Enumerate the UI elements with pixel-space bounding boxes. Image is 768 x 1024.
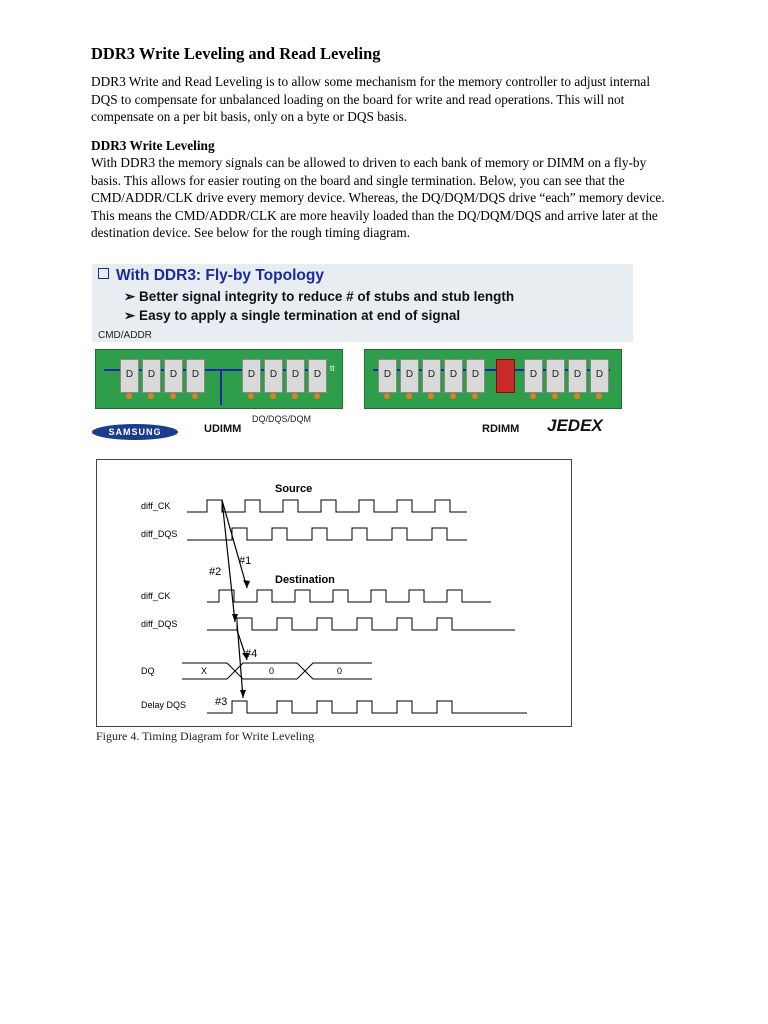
dram-chip: D — [524, 359, 543, 393]
delay-dqs-waveform — [207, 701, 527, 713]
fly-by-topology-figure — [92, 264, 633, 446]
rdimm-label: RDIMM — [482, 423, 520, 435]
udimm-module — [95, 349, 343, 409]
figure-caption: Figure 4. Timing Diagram for Write Leveling — [96, 729, 315, 743]
marker-4: #4 — [245, 648, 258, 660]
section-title: DDR3 Write Leveling — [91, 137, 215, 153]
checkbox-bullet-icon — [98, 268, 109, 279]
dram-chip: D — [286, 359, 305, 393]
doc-title: DDR3 Write Leveling and Read Leveling — [91, 44, 381, 63]
dram-chip: D — [120, 359, 139, 393]
dram-chip: D — [546, 359, 565, 393]
topology-title-text: With DDR3: Fly-by Topology — [116, 267, 324, 284]
timing-diagram-svg — [97, 460, 571, 726]
dest-dqs-waveform — [207, 618, 515, 630]
dram-chip: D — [568, 359, 587, 393]
cmd-addr-label: CMD/ADDR — [98, 330, 152, 341]
signal-label-delay: Delay DQS — [141, 700, 187, 710]
topology-title — [98, 267, 324, 285]
marker-2: #2 — [209, 566, 222, 578]
topology-bullet-1: ➢ Better signal integrity to reduce # of stubs and stub length — [124, 289, 515, 304]
arrow-2 — [222, 500, 235, 622]
intro-paragraph: DDR3 Write and Read Leveling is to allow some mechanism for the memory controller to adjust internal DQS to compensate for unbalanced loading on the board for write and read operations. This will not compensate on a per bit basis, only on a byte or DQS basis. — [91, 74, 651, 124]
timing-diagram — [96, 459, 572, 727]
signal-label-dqs2: diff_DQS — [141, 619, 178, 629]
jedex-logo: JEDEX — [547, 416, 603, 435]
document-body — [91, 44, 671, 242]
rdimm-module — [364, 349, 622, 409]
source-label: Source — [275, 483, 313, 495]
section-paragraph: With DDR3 the memory signals can be allowed to driven to each bank of memory or DIMM on a fly-by basis. This allows for easier routing on the board and single termination. Below, you can see that the CMD/ADDR/CLK drive every memory device. Whereas, the DQ/DQM/DQS drive “each” memory device. This means the CMD/ADDR/CLK are more heavily loaded than the DQ/DQM/DQS and arrive later at the destination device. See below for the rough timing diagram. — [91, 155, 665, 240]
dq-bus-x — [182, 663, 235, 679]
topology-bullet-2: ➢ Easy to apply a single termination at end of signal — [124, 308, 461, 323]
dram-chip: D — [186, 359, 205, 393]
source-dqs-waveform — [187, 528, 467, 540]
dram-chip: D — [142, 359, 161, 393]
register-chip — [496, 359, 515, 393]
dq-dqs-dqm-label: DQ/DQS/DQM — [252, 414, 312, 424]
dram-chip: D — [378, 359, 397, 393]
signal-label-ck1: diff_CK — [141, 501, 171, 511]
dram-chip: D — [422, 359, 441, 393]
dram-chip: D — [466, 359, 485, 393]
dq-value-0a: 0 — [269, 666, 275, 676]
termination-label: tt — [330, 364, 335, 373]
dram-chip: D — [264, 359, 283, 393]
dram-chip: D — [164, 359, 183, 393]
dq-value-x: X — [201, 666, 208, 676]
destination-label: Destination — [275, 574, 335, 586]
udimm-label: UDIMM — [204, 423, 242, 435]
dram-chip: D — [444, 359, 463, 393]
dram-chip: D — [590, 359, 609, 393]
signal-label-dqs1: diff_DQS — [141, 529, 178, 539]
source-ck-waveform — [187, 500, 467, 512]
dest-ck-waveform — [207, 590, 491, 602]
dram-chip: D — [308, 359, 327, 393]
dram-chip: D — [242, 359, 261, 393]
marker-3: #3 — [215, 696, 228, 708]
arrow-1 — [222, 500, 247, 588]
signal-label-ck2: diff_CK — [141, 591, 171, 601]
dram-chip: D — [400, 359, 419, 393]
marker-1: #1 — [239, 555, 252, 567]
samsung-logo: SAMSUNG — [92, 424, 178, 440]
dq-value-0b: 0 — [337, 666, 343, 676]
signal-label-dq: DQ — [141, 666, 155, 676]
